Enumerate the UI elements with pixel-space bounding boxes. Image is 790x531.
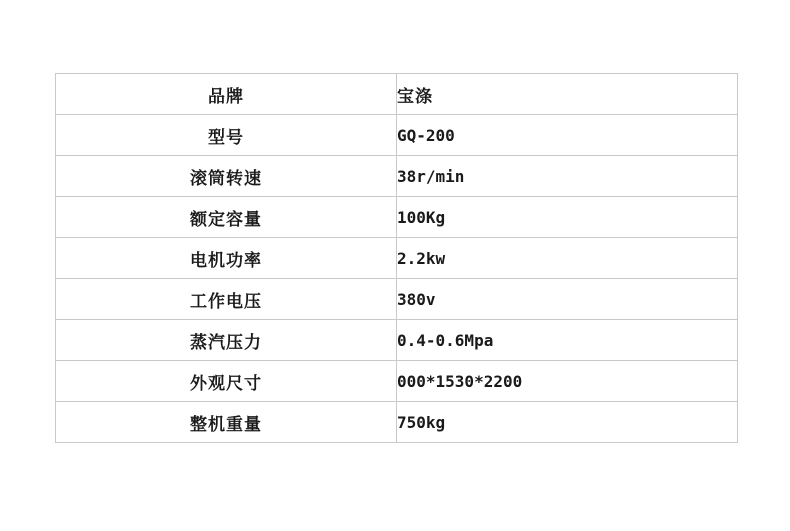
spec-value: 100Kg [397, 197, 738, 238]
spec-value: 2.2kw [397, 238, 738, 279]
spec-label: 工作电压 [56, 279, 397, 320]
spec-label: 滚筒转速 [56, 156, 397, 197]
spec-label: 电机功率 [56, 238, 397, 279]
specification-table [55, 73, 738, 443]
spec-label: 品牌 [56, 74, 397, 115]
spec-label: 额定容量 [56, 197, 397, 238]
spec-value: 宝涤 [397, 74, 738, 115]
spec-label: 外观尺寸 [56, 361, 397, 402]
table-row [56, 197, 738, 238]
table-row [56, 320, 738, 361]
spec-label: 蒸汽压力 [56, 320, 397, 361]
table-row [56, 238, 738, 279]
table-row [56, 402, 738, 443]
spec-value: 000*1530*2200 [397, 361, 738, 402]
spec-label: 整机重量 [56, 402, 397, 443]
table-row [56, 361, 738, 402]
table-row [56, 156, 738, 197]
table-row [56, 74, 738, 115]
table-row [56, 279, 738, 320]
spec-value: 750kg [397, 402, 738, 443]
spec-value: 0.4-0.6Mpa [397, 320, 738, 361]
spec-label: 型号 [56, 115, 397, 156]
spec-value: 380v [397, 279, 738, 320]
specification-table-body [56, 74, 738, 443]
table-row [56, 115, 738, 156]
spec-value: 38r/min [397, 156, 738, 197]
spec-value: GQ-200 [397, 115, 738, 156]
specification-table-container [55, 73, 735, 443]
